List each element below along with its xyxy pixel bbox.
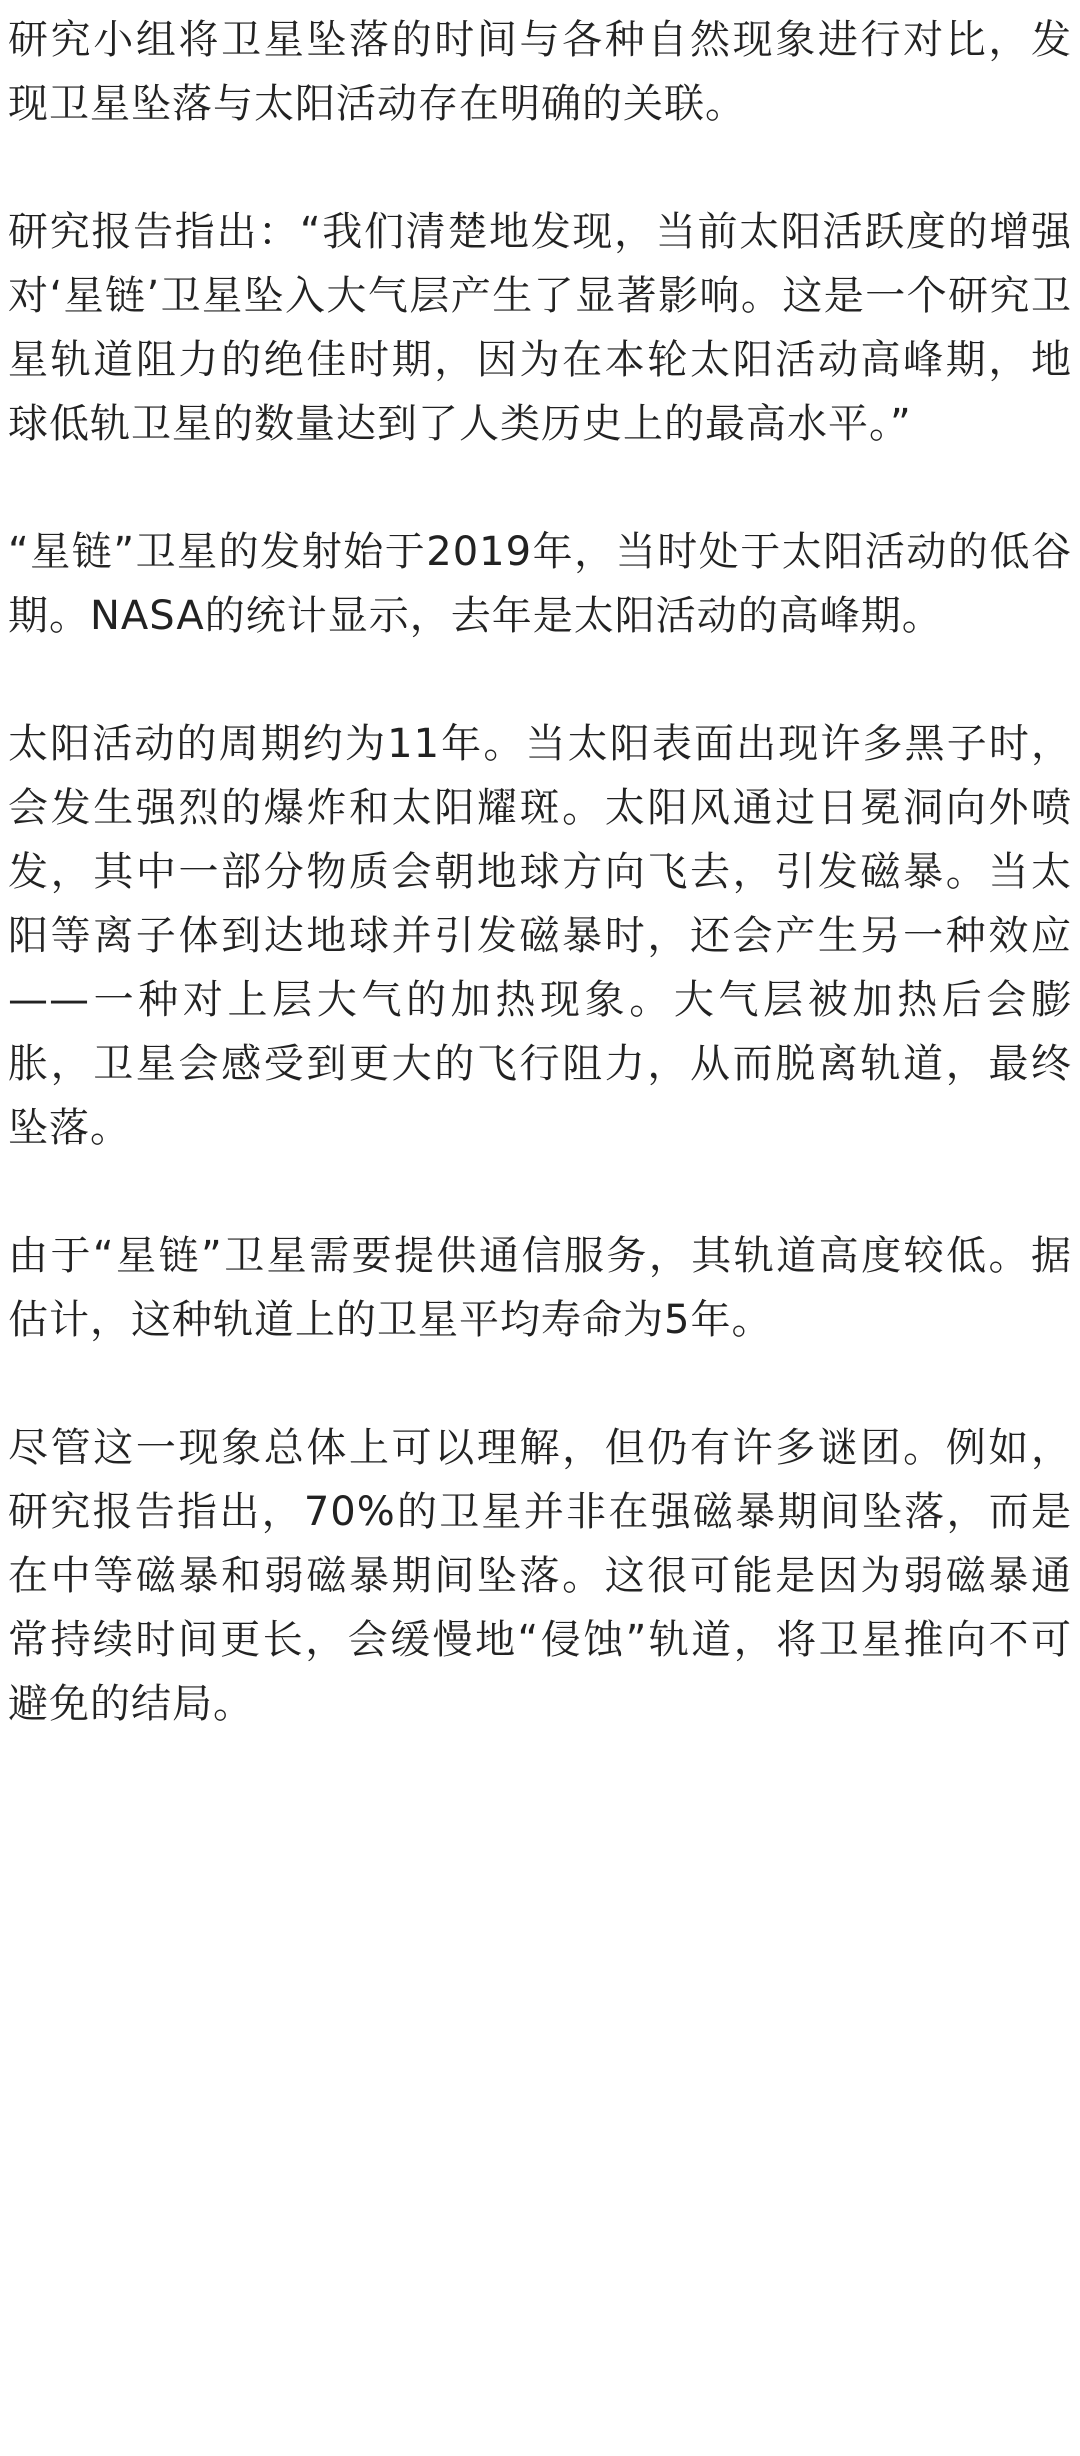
paragraph-orbit-lifetime: 由于“星链”卫星需要提供通信服务，其轨道高度较低。据估计，这种轨道上的卫星平均寿命为5年。 (8, 1233, 1072, 1343)
article-body (8, 8, 1072, 1736)
paragraph-remaining-mysteries: 尽管这一现象总体上可以理解，但仍有许多谜团。例如，研究报告指出，70%的卫星并非在强磁暴期间坠落，而是在中等磁暴和弱磁暴期间坠落。这很可能是因为弱磁暴通常持续时间更长，会缓慢地“侵蚀”轨道，将卫星推向不可避免的结局。 (8, 1425, 1072, 1727)
paragraph-research-quote: 研究报告指出：“我们清楚地发现，当前太阳活跃度的增强对‘星链’卫星坠入大气层产生了显著影响。这是一个研究卫星轨道阻力的绝佳时期，因为在本轮太阳活动高峰期，地球低轨卫星的数量达到了人类历史上的最高水平。” (8, 209, 1072, 447)
paragraph-solar-cycle: 太阳活动的周期约为11年。当太阳表面出现许多黑子时，会发生强烈的爆炸和太阳耀斑。太阳风通过日冕洞向外喷发，其中一部分物质会朝地球方向飞去，引发磁暴。当太阳等离子体到达地球并引发磁暴时，还会产生另一种效应——一种对上层大气的加热现象。大气层被加热后会膨胀，卫星会感受到更大的飞行阻力，从而脱离轨道，最终坠落。 (8, 721, 1072, 1151)
paragraph-starlink-launch: “星链”卫星的发射始于2019年，当时处于太阳活动的低谷期。NASA的统计显示，去年是太阳活动的高峰期。 (8, 529, 1072, 639)
paragraph-satellite-comparison: 研究小组将卫星坠落的时间与各种自然现象进行对比，发现卫星坠落与太阳活动存在明确的关联。 (8, 17, 1072, 127)
